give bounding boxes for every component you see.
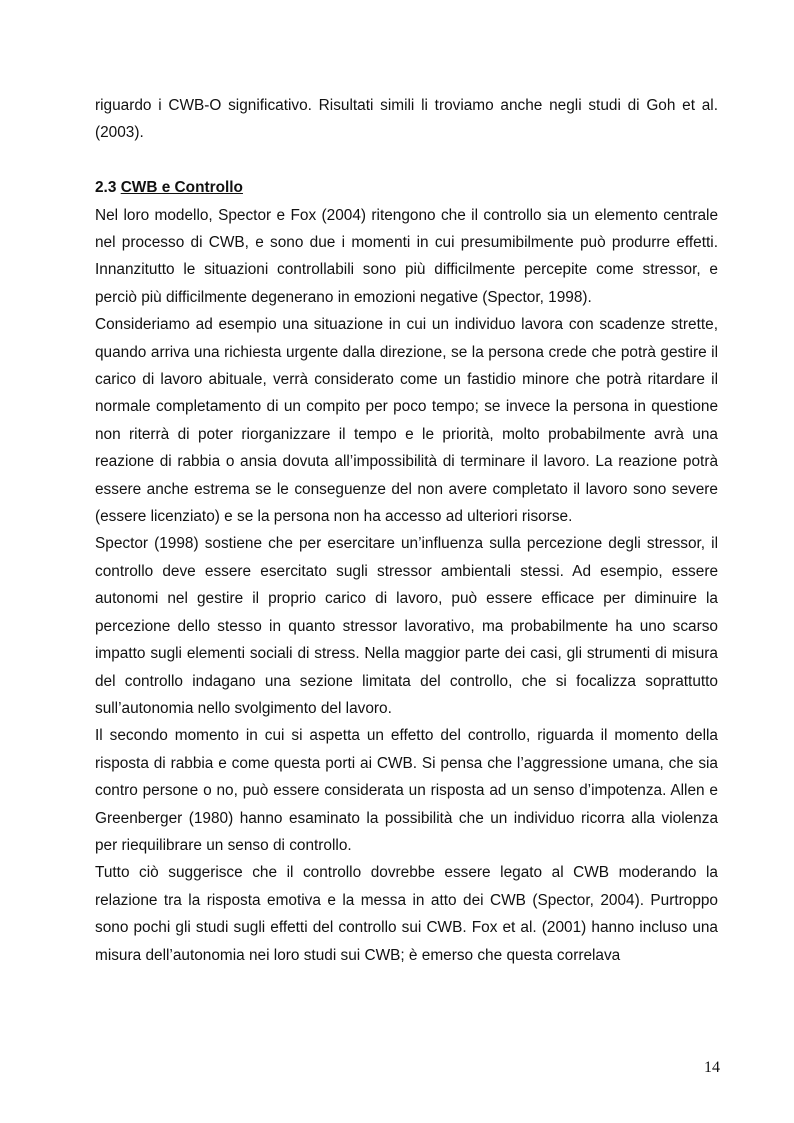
- paragraph-4: Il secondo momento in cui si aspetta un effetto del controllo, riguarda il momento della risposta di rabbia e come questa porti ai CWB. Si pensa che l’aggressione umana, che sia contro persone o no, può essere considerata un risposta ad un senso d’impotenza. Allen e Greenberger (1980) hanno esaminato la possibilità che un individuo ricorra alla violenza per riequilibrare un senso di controllo.: [95, 727, 718, 854]
- paragraph-2: Consideriamo ad esempio una situazione in cui un individuo lavora con scadenze strette, quando arriva una richiesta urgente dalla direzione, se la persona crede che potrà gestire il carico di lavoro abituale, verrà considerato come un fastidio minore che potrà ritardare il normale completamento di un compito per poco tempo; se invece la persona in questione non riterrà di poter riorganizzare il tempo e le priorità, molto probabilmente avrà una reazione di rabbia o ansia dovuta all’impossibilità di terminare il lavoro. La reazione potrà essere anche estrema se le conseguenze del non avere completato il lavoro sono severe (essere licenziato) e se la persona non ha accesso ad ulteriori risorse.: [95, 316, 718, 526]
- paragraph-1: Nel loro modello, Spector e Fox (2004) ritengono che il controllo sia un elemento centrale nel processo di CWB, e sono due i momenti in cui presumibilmente può produrre effetti. Innanzitutto le situazioni controllabili sono più difficilmente percepite come stressor, e perciò più difficilmente degenerano in emozioni negative (Spector, 1998).: [95, 206, 718, 306]
- intro-paragraph: riguardo i CWB-O significativo. Risultati simili li troviamo anche negli studi di Goh et al. (2003).: [95, 97, 718, 142]
- body-text: [95, 92, 718, 969]
- paragraph-3: Spector (1998) sostiene che per esercitare un’influenza sulla percezione degli stressor, il controllo deve essere esercitato sugli stressor ambientali stessi. Ad esempio, essere autonomi nel gestire il proprio carico di lavoro, può essere efficace per diminuire la percezione dello stesso in quanto stressor lavorativo, ma probabilmente ha uno scarso impatto sugli elementi sociali di stress. Nella maggior parte dei casi, gli strumenti di misura del controllo indagano una sezione limitata del controllo, che si focalizza soprattutto sull’autonomia nello svolgimento del lavoro.: [95, 535, 718, 717]
- page-number: 14: [704, 1059, 720, 1076]
- paragraph-5: Tutto ciò suggerisce che il controllo dovrebbe essere legato al CWB moderando la relazione tra la risposta emotiva e la messa in atto dei CWB (Spector, 2004). Purtroppo sono pochi gli studi sugli effetti del controllo sui CWB. Fox et al. (2001) hanno incluso una misura dell’autonomia nei loro studi sui CWB; è emerso che questa correlava: [95, 864, 718, 964]
- section-title: CWB e Controllo: [120, 179, 243, 197]
- paragraph-spacer: [95, 147, 718, 174]
- section-number: 2.3: [95, 179, 117, 197]
- section-heading: [95, 174, 718, 201]
